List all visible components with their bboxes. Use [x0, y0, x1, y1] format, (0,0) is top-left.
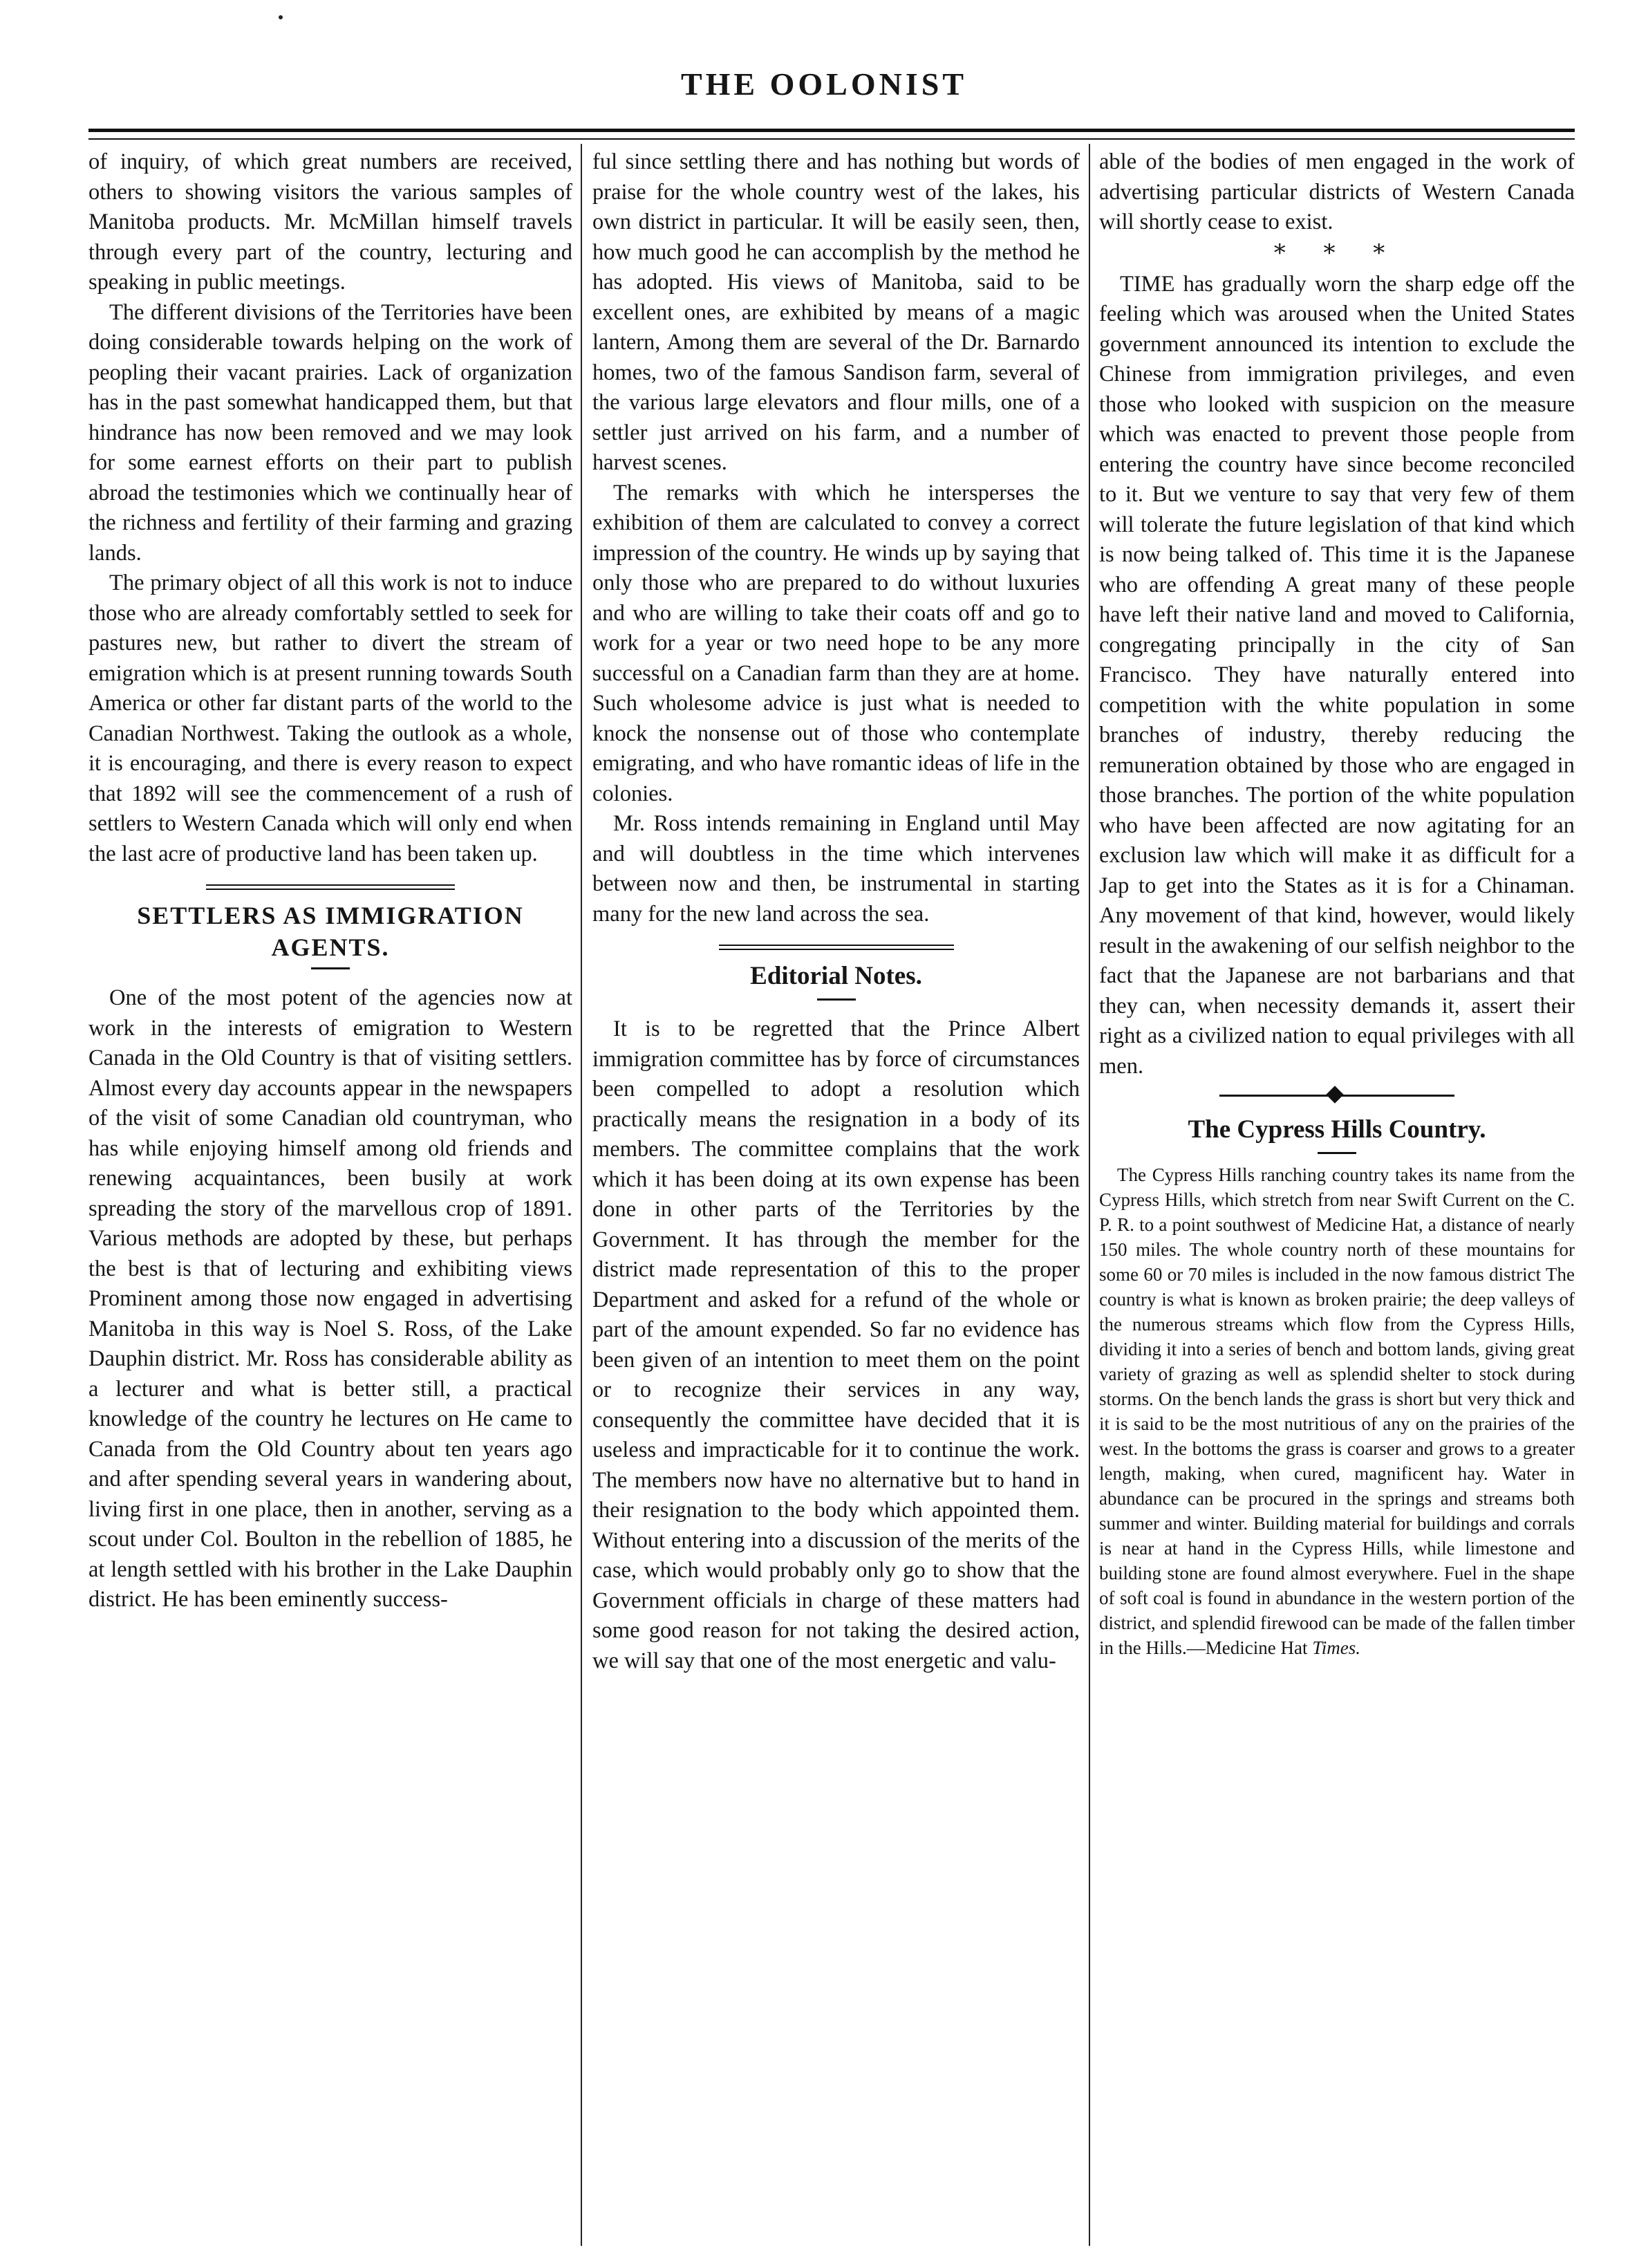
settlers-heading-line-2: AGENTS. [271, 933, 390, 961]
editorial-notes-heading: Editorial Notes. [750, 962, 922, 990]
column-divider-1 [581, 144, 582, 2246]
col1-paragraph-3: The primary object of all this work is not to induce those who are already comfortably settled to seek for pastures new, but rather to divert the stream of emigration which is at present running towards South America or other far distant parts of the world to the Canadian Northwest. Taking the outlook as a whole, it is encouraging, and there is every reason to expect that 1892 will see the commencement of a rush of settlers to Western Canada which will only end when the last acre of productive land has been taken up. [88, 570, 572, 866]
asterism: * * * [1273, 239, 1401, 267]
col3-paragraph-1: able of the bodies of men engaged in the work of advertising particular districts of Western Canada will shortly cease to exist. [1099, 149, 1575, 234]
column-divider-2 [1089, 144, 1090, 2246]
col1-paragraph-2: The different divisions of the Territories have been doing considerable towards helping on the work of peopling their vacant prairies. Lack of organization has in the past somewhat handicapped them, but that hindrance has now been removed and we may look for some earnest efforts on their part to publish abroad the testimonies which we continually hear of the richness and fertility of their farming and grazing lands. [88, 299, 572, 566]
heading-dash [311, 967, 350, 969]
column-2 [592, 147, 1080, 1676]
col1-paragraph-4: One of the most potent of the agencies now at work in the interests of emigration to Western Canada in the Old Country is that of visiting settlers. Almost every day accounts appear in the newspapers of the visit of some Canadian old countryman, who has while enjoying himself among old friends and renewing acquaintances, been busily at work spreading the story of the marvellous crop of 1891. Various methods are adopted by these, but perhaps the best is that of lecturing and exhibiting views Prominent among those now engaged in advertising Manitoba in this way is Noel S. Ross, of the Lake Dauphin district. Mr. Ross has considerable ability as a lecturer and what is better still, a practical knowledge of the country he lectures on He came to Canada from the Old Country about ten years ago and after spending several years in wandering about, living first in one place, then in another, serving as a scout under Col. Boulton in the rebellion of 1885, he at length settled with his brother in the Lake Dauphin district. He has been eminently success- [88, 985, 572, 1612]
heading-dash [817, 998, 856, 1001]
heading-dash [1318, 1152, 1356, 1154]
print-speck [279, 15, 283, 19]
section-separator [719, 945, 954, 950]
col1-paragraph-1: of inquiry, of which great numbers are received, others to showing visitors the various samples of Manitoba products. Mr. McMillan himself travels through every part of the country, lecturing and speaking in public meetings. [88, 149, 572, 295]
diamond-ornament-icon [1326, 1086, 1343, 1103]
col2-paragraph-2: The remarks with which he intersperses the exhibition of them are calculated to convey a correct impression of the country. He winds up by saying that only those who are prepared to do without luxuries and who are willing to take their coats off and go to work for a year or two need hope to be any more successful on a Canadian farm than they are at home. Such wholesome advice is just what is needed to knock the nonsense out of those who contemplate emigrating, and who have romantic ideas of life in the colonies. [592, 480, 1080, 806]
source-citation: Times. [1312, 1637, 1360, 1658]
col2-paragraph-1: ful since settling there and has nothing but words of praise for the whole country west of the lakes, his own district in particular. It will be easily seen, then, how much good he can accomplish by the method he has adopted. His views of Manitoba, said to be excellent ones, are exhibited by means of a magic lantern, Among them are several of the Dr. Barnardo homes, two of the famous Sandison farm, several of the various large elevators and flour mills, one of a settler just arrived on his farm, and a number of harvest scenes. [592, 149, 1080, 475]
masthead-rule-thick [88, 129, 1575, 132]
col3-paragraph-3 [1099, 1162, 1575, 1660]
col2-paragraph-3: Mr. Ross intends remaining in England until May and will doubtless in the time which intervenes between now and then, be instrumental in starting many for the new land across the sea. [592, 811, 1080, 927]
masthead-title: THE OOLONIST [680, 66, 968, 102]
column-3 [1099, 147, 1575, 1660]
column-1 [88, 147, 572, 1615]
ornamental-separator [1219, 1087, 1454, 1104]
cypress-hills-article [1099, 1162, 1575, 1660]
settlers-heading [88, 900, 572, 963]
col2-paragraph-4: It is to be regretted that the Prince Albert immigration committee has by force of circumstances been compelled to adopt a resolution which practically means the resignation in a body of its members. The committee complains that the work which it has been doing at its own expense has been done in other parts of the Territories by the Government. It has through the member for the district made representation of this to the proper Department and asked for a refund of the whole or part of the amount expended. So far no evidence has been given of an intention to meet them on the point or to recognize their services in any way, consequently the committee have decided that it is useless and impracticable for it to continue the work. The members now have no alternative but to hand in their resignation to the body which appointed them. Without entering into a discussion of the merits of the case, which would probably only go to show that the Government officials in charge of these matters had some good reason for not taking the desired action, we will say that one of the most energetic and valu- [592, 1016, 1080, 1673]
col3-paragraph-2: TIME has gradually worn the sharp edge off the feeling which was aroused when the United States government announced its intention to exclude the Chinese from immigration privileges, and even those who looked with suspicion on the measure which was enacted to prevent those people from entering the country have since become reconciled to it. But we venture to say that very few of them will tolerate the future legislation of that kind which is now being talked of. This time it is the Japanese who are offending A great many of these people have left their native land and moved to California, congregating principally in the city of San Francisco. They have naturally entered into competition with the white population in some branches of industry, thereby reducing the remuneration obtained by those who are engaged in those branches. The portion of the white population who have been affected are now agitating for an exclusion law which will make it as difficult for a Jap to get into the States as it is for a Chinaman. Any movement of that kind, however, would likely result in the awakening of our selfish neighbor to the fact that the Japanese are not barbarians and that they can, when necessity demands it, assert their right as a civilized nation to equal privileges with all men. [1099, 271, 1575, 1079]
section-separator [206, 884, 455, 890]
masthead-rule-thin [88, 138, 1575, 140]
cypress-hills-body: The Cypress Hills ranching country takes its name from the Cypress Hills, which stretch from near Swift Current on the C. P. R. to a point southwest of Medicine Hat, a distance of nearly 150 miles. The whole country north of these mountains for some 60 or 70 miles is included in the now famous district The country is what is known as broken prairie; the deep valleys of the numerous streams which flow from the Cypress Hills, dividing it into a series of bench and bottom lands, giving great variety of grazing as well as splendid shelter to stock during storms. On the bench lands the grass is short but very thick and it is said to be the most nutritious of any on the prairies of the west. In the bottoms the grass is coarser and grows to a greater length, making, when cured, magnificent hay. Water in abundance can be procured in the springs and streams both summer and winter. Building material for buildings and corrals is near at hand in the Cypress Hills, while limestone and building stone are found almost everywhere. Fuel in the shape of soft coal is found in abundance in the western portion of the district, and splendid firewood can be made of the fallen timber in the Hills.—Medicine Hat [1099, 1164, 1575, 1658]
settlers-heading-line-1: SETTLERS AS IMMIGRATION [137, 902, 524, 929]
cypress-hills-heading: The Cypress Hills Country. [1188, 1115, 1486, 1144]
